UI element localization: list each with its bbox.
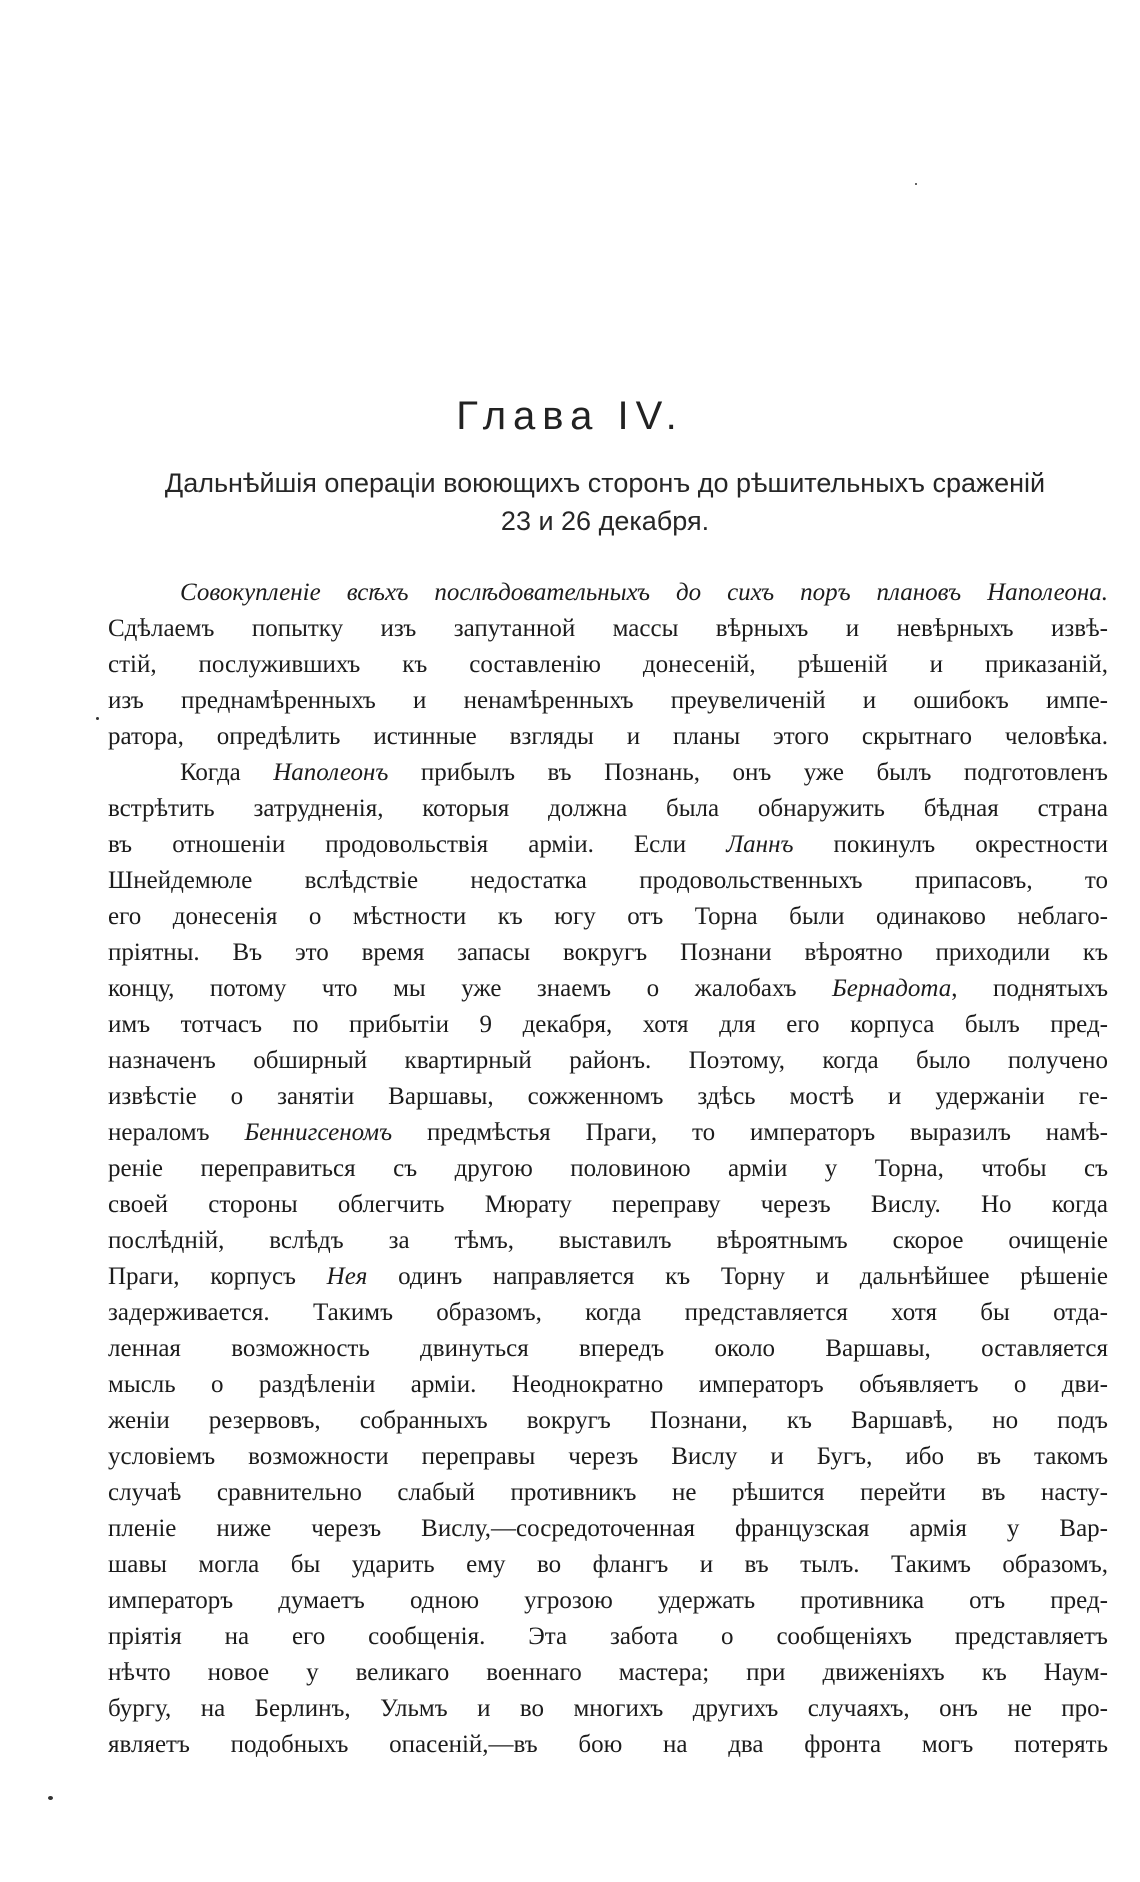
text-run: нѣчто новое у великаго военнаго мастера; при движеніяхъ къ Наум- [108, 1659, 1108, 1686]
text-line [108, 647, 1108, 683]
text-run: случаѣ сравнительно слабый противникъ не рѣшится перейти въ насту- [108, 1479, 1108, 1506]
text-line [108, 1043, 1108, 1079]
text-run: своей стороны облегчить Мюрату переправу черезъ Вислу. Но когда [108, 1191, 1108, 1218]
text-run: пленіе ниже черезъ Вислу,—сосредоточенная французская армія у Вар- [108, 1515, 1108, 1542]
text-run: Шнейдемюле вслѣдствіе недостатка продовольственныхъ припасовъ, то [108, 867, 1108, 894]
text-run: ратора, опредѣлить истинные взгляды и планы этого скрытнаго человѣка. [108, 723, 1108, 750]
text-run: послѣдній, вслѣдъ за тѣмъ, выставилъ вѣроятнымъ скорое очищеніе [108, 1227, 1108, 1254]
text-run: условіемъ возможности переправы черезъ Вислу и Бугъ, ибо въ такомъ [108, 1443, 1108, 1470]
text-line [108, 1079, 1108, 1115]
text-line [108, 1511, 1108, 1547]
text-run: нераломъ [108, 1119, 245, 1146]
chapter-title: Глава IV. [456, 394, 684, 438]
text-run: прибылъ въ Познань, онъ уже былъ подготовленъ [388, 759, 1108, 786]
text-line [108, 755, 1108, 791]
text-line [108, 1223, 1108, 1259]
text-run: задерживается. Такимъ образомъ, когда представляется хотя бы отда- [108, 1299, 1108, 1326]
text-line [108, 1151, 1108, 1187]
text-line [108, 1295, 1108, 1331]
text-run: извѣстіе о занятіи Варшавы, сожженномъ здѣсь мостѣ и удержаніи ге- [108, 1083, 1108, 1110]
text-run: встрѣтить затрудненія, которыя должна была обнаружить бѣдная страна [108, 795, 1108, 822]
text-line [108, 863, 1108, 899]
text-line [108, 1403, 1108, 1439]
italic-text: Бернадота [832, 975, 952, 1002]
text-run: назначенъ обширный квартирный районъ. Поэтому, когда было получено [108, 1047, 1108, 1074]
chapter-subtitle [110, 464, 1100, 540]
text-line [108, 611, 1108, 647]
text-line [108, 1259, 1108, 1295]
text-line [108, 827, 1108, 863]
text-line [108, 1115, 1108, 1151]
text-run: пріятны. Въ это время запасы вокругъ Познани вѣроятно приходили къ [108, 939, 1108, 966]
text-line [108, 899, 1108, 935]
text-run: являетъ подобныхъ опасеній,—въ бою на два фронта могъ потерять [108, 1731, 1108, 1758]
text-line [108, 1547, 1108, 1583]
italic-text: Беннигсеномъ [244, 1119, 393, 1146]
text-run: предмѣстья Праги, то императоръ выразилъ намѣ- [392, 1119, 1108, 1146]
text-run: реніе переправиться съ другою половиною арміи у Торна, чтобы съ [108, 1155, 1108, 1182]
italic-text: Нея [326, 1263, 368, 1290]
italic-text: Ланнъ [726, 831, 794, 858]
italic-text: Совокупленіе всѣхъ послѣдовательныхъ до сихъ поръ плановъ Наполеона. [180, 579, 1108, 606]
text-line [108, 935, 1108, 971]
text-run: одинъ направляется къ Торну и дальнѣйшее рѣшеніе [367, 1263, 1108, 1290]
text-line [108, 1367, 1108, 1403]
text-line [108, 1331, 1108, 1367]
text-run: шавы могла бы ударить ему во флангъ и въ тылъ. Такимъ образомъ, [108, 1551, 1108, 1578]
scan-speck [96, 717, 99, 720]
text-line [108, 1187, 1108, 1223]
text-run: покинулъ окрестности [793, 831, 1108, 858]
text-line [108, 719, 1108, 755]
text-run: Когда [180, 759, 274, 786]
text-run: въ отношеніи продовольствія арміи. Если [108, 831, 727, 858]
text-line [108, 1691, 1108, 1727]
body-text [108, 575, 1108, 1763]
text-line [108, 1655, 1108, 1691]
text-run: стій, послужившихъ къ составленію донесеній, рѣшеній и приказаній, [108, 651, 1108, 678]
text-run: императоръ думаетъ одною угрозою удержать противника отъ пред- [108, 1587, 1108, 1614]
text-run: Сдѣлаемъ попытку изъ запутанной массы вѣрныхъ и невѣрныхъ извѣ- [108, 615, 1108, 642]
text-line [108, 1475, 1108, 1511]
text-line [108, 971, 1108, 1007]
text-run: изъ преднамѣренныхъ и ненамѣренныхъ преувеличеній и ошибокъ импе- [108, 687, 1108, 714]
chapter-subtitle-line: Дальнѣйшія операціи воюющихъ сторонъ до рѣшительныхъ сраженій [164, 468, 1046, 498]
text-run: мысль о раздѣленіи арміи. Неоднократно императоръ объявляетъ о дви- [108, 1371, 1108, 1398]
text-line [108, 683, 1108, 719]
text-run: Праги, корпусъ [108, 1263, 327, 1290]
text-line [108, 791, 1108, 827]
text-line [108, 1619, 1108, 1655]
italic-text: Наполеонъ [273, 759, 389, 786]
text-line [108, 575, 1108, 611]
text-run: имъ тотчасъ по прибытіи 9 декабря, хотя для его корпуса былъ пред- [108, 1011, 1108, 1038]
text-run: концу, потому что мы уже знаемъ о жалобахъ [108, 975, 833, 1002]
text-run: женіи резервовъ, собранныхъ вокругъ Познани, къ Варшавѣ, но подъ [108, 1407, 1108, 1434]
text-run: ленная возможность двинуться впередъ около Варшавы, оставляется [108, 1335, 1108, 1362]
text-line [108, 1583, 1108, 1619]
chapter-subtitle-line: 23 и 26 декабря. [500, 506, 710, 536]
text-run: пріятія на его сообщенія. Эта забота о сообщеніяхъ представляетъ [108, 1623, 1108, 1650]
scan-speck [915, 183, 917, 185]
text-line [108, 1727, 1108, 1763]
text-line [108, 1439, 1108, 1475]
text-run: его донесенія о мѣстности къ югу отъ Торна были одинаково неблаго- [108, 903, 1108, 930]
scan-speck [48, 1796, 53, 1800]
text-run: , поднятыхъ [951, 975, 1108, 1002]
text-line [108, 1007, 1108, 1043]
text-run: бургу, на Берлинъ, Ульмъ и во многихъ другихъ случаяхъ, онъ не про- [108, 1695, 1108, 1722]
